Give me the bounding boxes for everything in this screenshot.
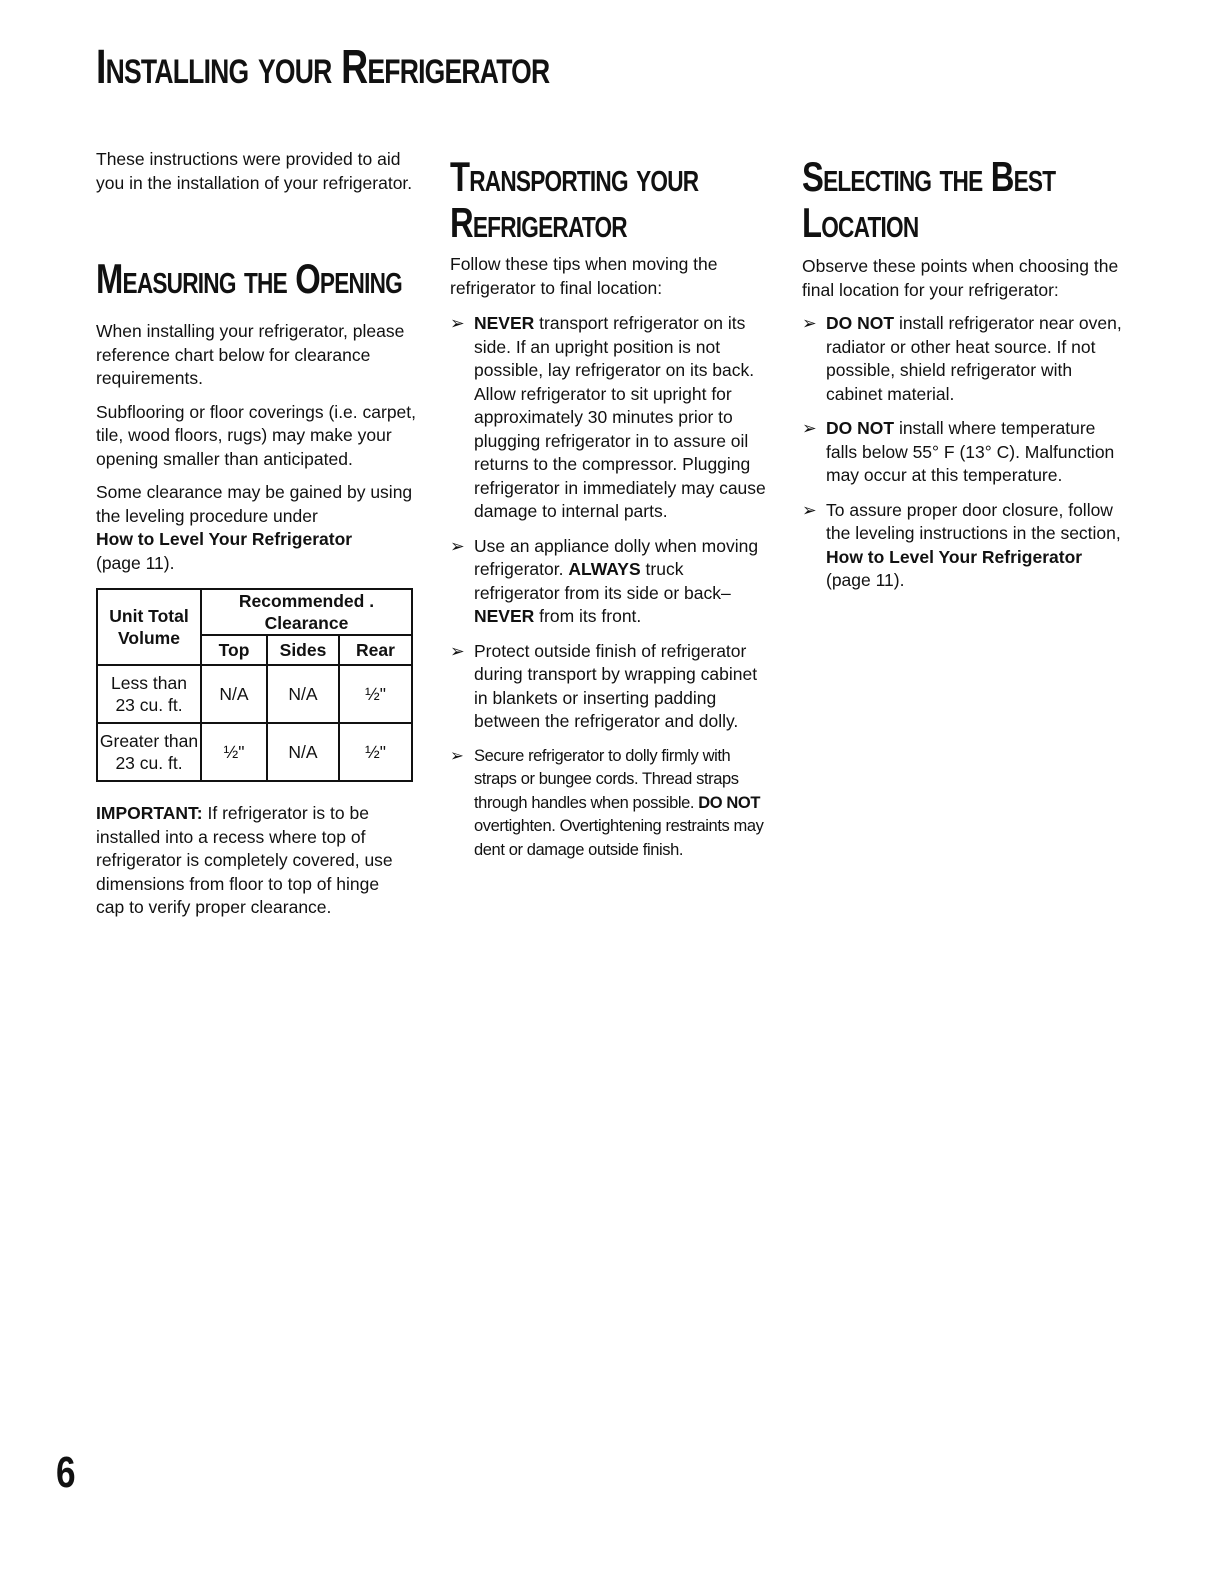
transporting-intro: Follow these tips when moving the refrigerator to final location:: [450, 254, 718, 298]
location-intro: Observe these points when choosing the final location for your refrigerator:: [802, 256, 1119, 300]
table-header-volume: Unit Total Volume: [97, 589, 201, 665]
table-row: Greater than 23 cu. ft. ½" N/A ½": [97, 723, 412, 781]
measuring-paragraph-2: Subflooring or floor coverings (i.e. carpet, tile, wood floors, rugs) may make your opening smaller than anticipated.: [96, 401, 417, 469]
table-header-clearance: Recommended . Clearance: [201, 589, 412, 635]
measuring-heading: Measuring the Opening: [96, 255, 402, 302]
arrow-bullet-icon: ➢: [802, 313, 817, 333]
list-item: ➢ Use an appliance dolly when moving refrigerator. ALWAYS truck refrigerator from its side or back– NEVER from its front.: [450, 535, 759, 626]
arrow-bullet-icon: ➢: [802, 418, 817, 438]
list-item: ➢ DO NOT install where temperature falls below 55° F (13° C). Malfunction may occur at this temperature.: [802, 418, 1115, 485]
arrow-bullet-icon: ➢: [450, 313, 465, 333]
arrow-bullet-icon: ➢: [802, 499, 817, 520]
level-link-text: How to Level Your Refrigerator: [96, 529, 353, 549]
transporting-heading: Transporting your Refrigerator: [450, 153, 699, 246]
arrow-bullet-icon: ➢: [450, 535, 465, 556]
location-heading: Selecting the Best Location: [802, 153, 1056, 246]
page-title: Installing your Refrigerator: [96, 41, 550, 94]
intro-text: These instructions were provided to aid you in the installation of your refrigerator.: [96, 149, 413, 193]
list-item: ➢ NEVER transport refrigerator on its side. If an upright position is not possible, lay refrigerator on its back. Allow refrigerator to sit upright for approximately 30 minutes prior to plugging refrigerator in to assure oil returns to the compressor. Plugging refrigerator in immediately may cause damage to internal parts.: [450, 313, 766, 521]
list-item: ➢ DO NOT install refrigerator near oven, radiator or other heat source. If not possible, shield refrigerator with cabinet material.: [802, 313, 1122, 404]
list-item: ➢ To assure proper door closure, follow the leveling instructions in the section, How to Level Your Refrigerator (page 11).: [802, 499, 1121, 590]
list-item: ➢ Secure refrigerator to dolly firmly with straps or bungee cords. Thread straps through handles when possible. DO NOT overtighten. Overtightening restraints may dent or damage outside finish.: [450, 746, 764, 859]
clearance-table: [96, 588, 413, 782]
list-item: ➢ Protect outside finish of refrigerator during transport by wrapping cabinet in blankets or inserting padding between the refrigerator and dolly.: [450, 640, 758, 731]
arrow-bullet-icon: ➢: [450, 640, 465, 661]
table-header-rear: Rear: [339, 635, 412, 665]
table-header-top: Top: [201, 635, 267, 665]
table-row: Less than 23 cu. ft. N/A N/A ½": [97, 665, 412, 723]
page-number: 6: [56, 1448, 76, 1497]
table-header-sides: Sides: [267, 635, 339, 665]
arrow-bullet-icon: ➢: [450, 746, 464, 765]
measuring-paragraph-3: Some clearance may be gained by using the leveling procedure under How to Level Your Refrigerator (page 11).: [96, 482, 413, 573]
important-note: IMPORTANT: If refrigerator is to be installed into a recess where top of refrigerator is completely covered, use dimensions from floor to top of hinge cap to verify proper clearance.: [96, 803, 393, 917]
measuring-paragraph-1: When installing your refrigerator, please reference chart below for clearance requirements.: [96, 321, 405, 388]
